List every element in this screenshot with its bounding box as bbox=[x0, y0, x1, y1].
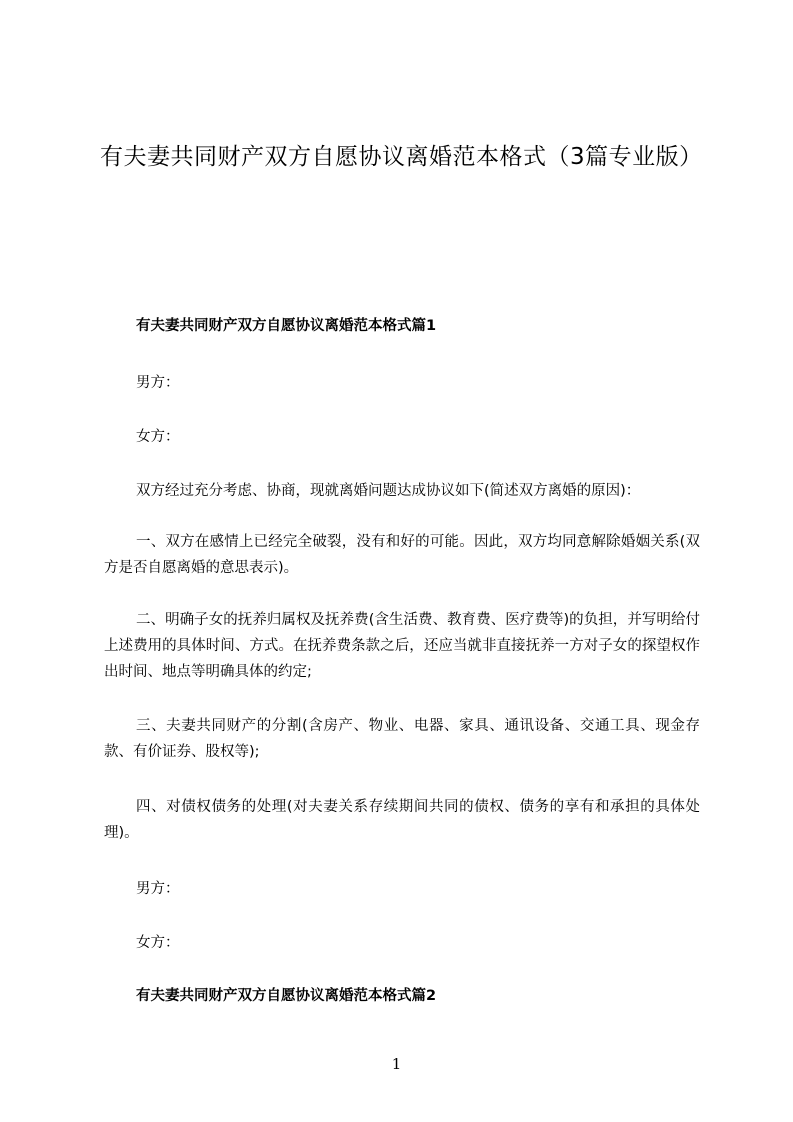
clause-four: 四、对债权债务的处理(对夫妻关系存续期间共同的债权、债务的享有和承担的具体处理)。 bbox=[104, 799, 700, 841]
section-heading-1: 有夫妻共同财产双方自愿协议离婚范本格式篇1 bbox=[136, 318, 437, 334]
signature-male-label: 男方： bbox=[136, 881, 180, 897]
party-male-label: 男方： bbox=[136, 375, 180, 391]
clause-one: 一、双方在感情上已经完全破裂，没有和好的可能。因此，双方均同意解除婚姻关系(双方是否自愿离婚的意思表示)。 bbox=[104, 534, 700, 576]
agreement-intro: 双方经过充分考虑、协商，现就离婚问题达成协议如下(简述双方离婚的原因)： bbox=[136, 483, 641, 499]
clause-two: 二、明确子女的抚养归属权及抚养费(含生活费、教育费、医疗费等)的负担，并写明给付上述费用的具体时间、方式。在抚养费条款之后，还应当就非直接抚养一方对子女的探望权作出时间、地点等明确具体的约定; bbox=[104, 612, 700, 680]
page-number: 1 bbox=[391, 1055, 402, 1073]
signature-female-label: 女方： bbox=[136, 935, 180, 951]
section-heading-2: 有夫妻共同财产双方自愿协议离婚范本格式篇2 bbox=[136, 988, 437, 1004]
clause-three: 三、夫妻共同财产的分割(含房产、物业、电器、家具、通讯设备、交通工具、现金存款、有价证券、股权等); bbox=[104, 718, 700, 760]
party-female-label: 女方： bbox=[136, 429, 180, 445]
document-title: 有夫妻共同财产双方自愿协议离婚范本格式（3篇专业版） bbox=[100, 144, 703, 170]
